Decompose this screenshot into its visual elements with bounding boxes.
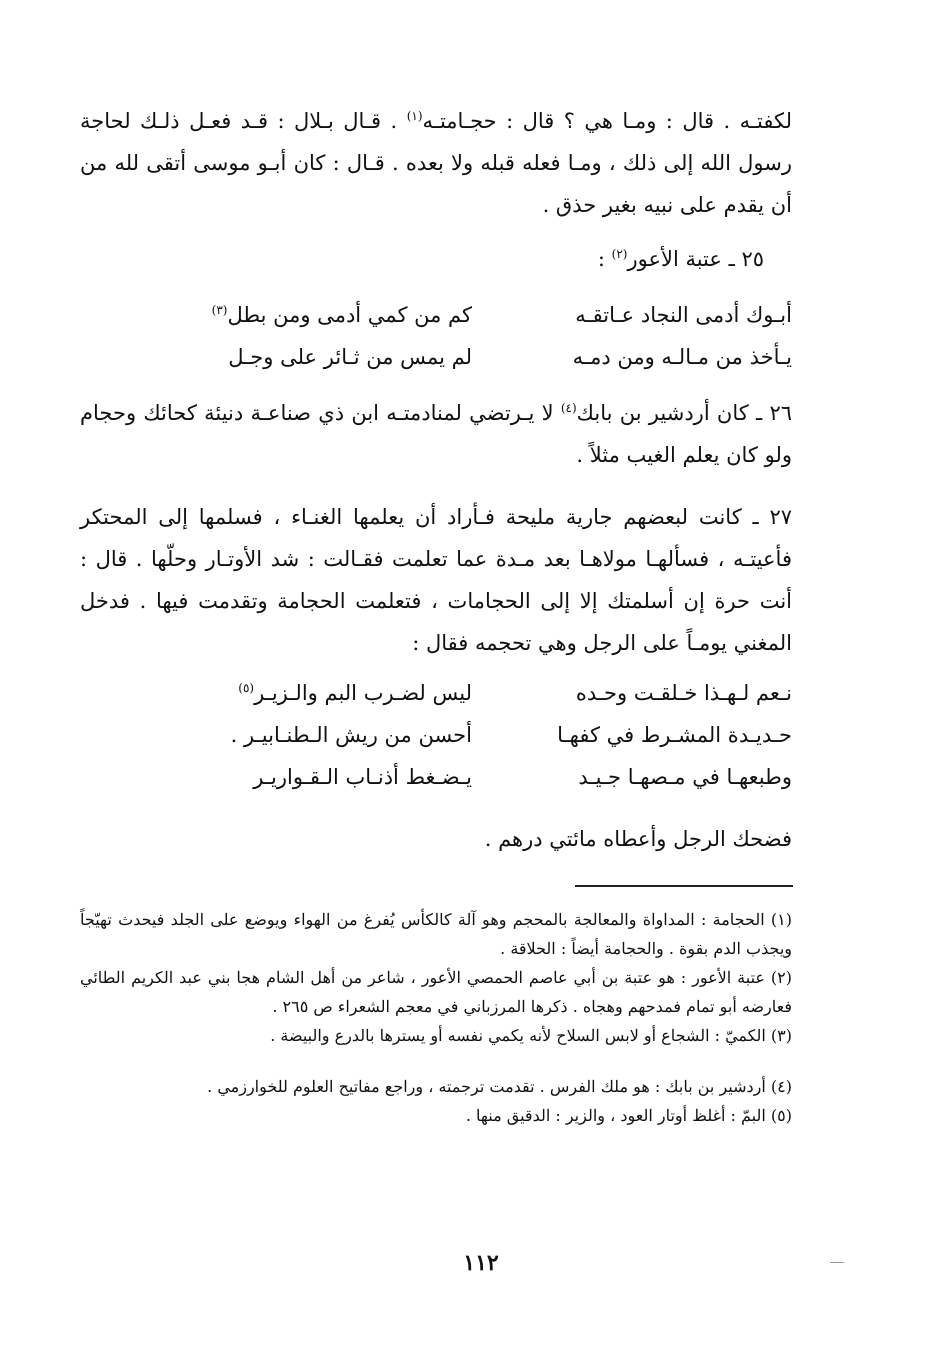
footnote-2: (٢) عتبة الأعور : هو عتبة بن أبي عاصم الحمصي الأعور ، شاعر من أهل الشام هجا بني عبد الكريم الطائي فعارضه أبو تمام فمدحهم وهجاه . ذكرها المرزباني في معجم الشعراء ص ٢٦٥ . bbox=[80, 968, 793, 1016]
footnote-separator bbox=[575, 885, 793, 887]
paragraph-1 bbox=[80, 100, 792, 226]
poem-2-verse-1-second-hemistich bbox=[142, 672, 492, 714]
poem-2-verse-2 bbox=[80, 714, 792, 756]
scan-edge-mark bbox=[830, 1262, 844, 1263]
item-25-tail: : bbox=[597, 247, 612, 271]
footnote-4: (٤) أردشير بن بابك : هو ملك الفرس . تقدمت ترجمته ، وراجع مفاتيح العلوم للخوارزمي . bbox=[207, 1077, 792, 1096]
item-27: ٢٧ ـ كانت لبعضهم جارية مليحة فـأراد أن يعلمها الغنـاء ، فسلمها إلى المحتكر فأعيتـه ، فسألهـا مولاهـا بعد مـدة عما تعلمت فقـالت : شد الأوتـار وحلّها . قال : أنت حرة إن أسلمتك إلا إلى الحجامات ، فتعلمت الحجامة وتقدمت فيها . فدخل المغني يومـاً على الرجل وهي تحجمه فقال : bbox=[80, 505, 792, 655]
paragraph-1-text-b: . قـال بـلال : قـد فعـل ذلـك لحاجة رسول الله إلى ذلك ، ومـا فعله قبله ولا بعده . قـال : كان أبـو موسى أتقى لله من أن يقدم على نبيه بغير حذق . bbox=[80, 109, 792, 217]
item-25-heading bbox=[80, 238, 792, 280]
paragraph-1-text-a: لكفتـه . قال : ومـا هي ؟ قال : حجـامتـه bbox=[422, 109, 792, 133]
poem-2-verse-3-first-hemistich: وطبعهـا في مـصهـا جـيـد bbox=[578, 765, 792, 789]
poem-2-verse-3 bbox=[80, 756, 792, 798]
poem-1-verse-2 bbox=[80, 336, 792, 378]
poem-1-verse-1-second-hemistich bbox=[142, 294, 492, 336]
poem-1-verse-2-first-hemistich: يـأخذ من مـالـه ومن دمـه bbox=[572, 345, 792, 369]
poem-2 bbox=[80, 672, 792, 798]
item-26 bbox=[80, 392, 792, 476]
item-26-text-a: ٢٦ ـ كان أردشير بن بابك bbox=[576, 401, 792, 425]
footnote-ref-3: (٣) bbox=[211, 303, 228, 317]
poem-1 bbox=[80, 294, 792, 378]
item-26-text-b: لا يـرتضي لمنادمتـه ابن ذي صناعـة دنيئة كحائك وحجام ولو كان يعلم الغيب مثلاً . bbox=[80, 401, 792, 467]
poem-2-verse-3-second-hemistich: يـضـغط أذنـاب الـقـواريـر bbox=[253, 765, 472, 789]
footnote-5: (٥) البمّ : أغلظ أوتار العود ، والزير : الدقيق منها . bbox=[465, 1106, 792, 1125]
poem-2-verse-2-first-hemistich: حـديـدة المشـرط في كفهـا bbox=[557, 723, 792, 747]
main-text bbox=[80, 100, 792, 860]
footnote-1: (١) الحجامة : المداواة والمعالجة بالمحجم وهو آلة كالكأس يُفرغ من الهواء ويوضع على الجلد فيحدث تهيّجاً ويجذب الدم بقوة . والحجامة أيضاً : الحلاقة . bbox=[80, 910, 792, 958]
item-25-title: ٢٥ ـ عتبة الأعور bbox=[627, 247, 764, 271]
poem-1-verse-1-second-text: كم من كمي أدمى ومن بطل bbox=[227, 303, 472, 327]
page-number bbox=[0, 1250, 932, 1276]
footnotes bbox=[80, 905, 792, 1130]
footnote-ref-1: (١) bbox=[406, 109, 423, 123]
poem-1-verse-2-second-hemistich: لم يمس من ثـائر على وجـل bbox=[228, 345, 472, 369]
poem-2-verse-1-second-text: ليس لضـرب البم والـزيـر bbox=[254, 681, 472, 705]
poem-1-verse-1 bbox=[80, 294, 792, 336]
poem-2-verse-1-first-hemistich: نـعم لـهـذا خـلقـت وحـده bbox=[575, 681, 792, 705]
footnote-ref-4: (٤) bbox=[560, 401, 577, 415]
closing-line: فضحك الرجل وأعطاه مائتي درهم . bbox=[484, 827, 792, 851]
footnote-ref-5: (٥) bbox=[238, 681, 255, 695]
page-number-text: ١١٢ bbox=[463, 1250, 499, 1276]
poem-1-verse-1-first-hemistich: أبـوك أدمى النجاد عـاتقـه bbox=[575, 303, 792, 327]
footnote-ref-2: (٢) bbox=[611, 247, 628, 261]
poem-2-verse-1 bbox=[80, 672, 792, 714]
footnote-3: (٣) الكميّ : الشجاع أو لابس السلاح لأنه يكمي نفسه أو يسترها بالدرع والبيضة . bbox=[270, 1026, 792, 1045]
poem-2-verse-2-second-hemistich: أحسن من ريش الـطنـابيـر . bbox=[230, 723, 472, 747]
